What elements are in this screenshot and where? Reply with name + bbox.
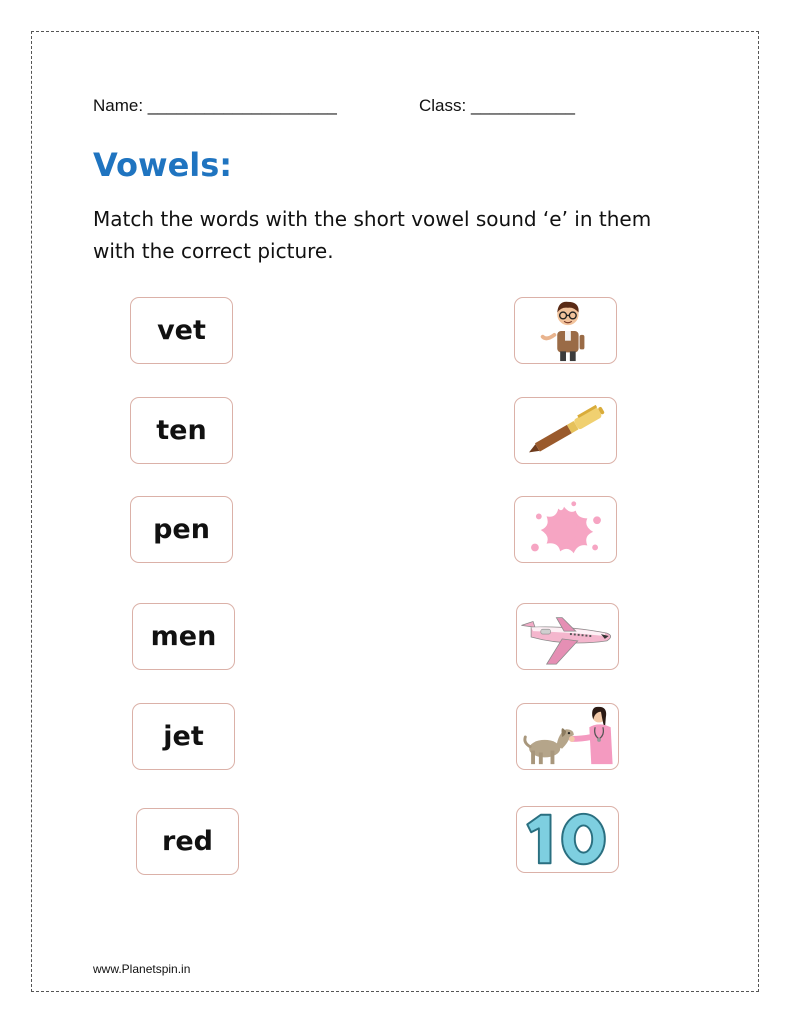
word-box-jet[interactable]: [132, 703, 235, 770]
word-box-men[interactable]: [132, 603, 235, 670]
vet-with-dog-picture: [517, 704, 618, 769]
man-picture-box[interactable]: [514, 297, 617, 364]
red-splash-picture: [515, 497, 616, 562]
instructions: Match the words with the short vowel sound ‘e’ in them with the correct picture.: [93, 207, 652, 263]
vet-with-dog-picture-box[interactable]: [516, 703, 619, 770]
word-box-ten[interactable]: [130, 397, 233, 464]
pen-picture: [515, 398, 616, 463]
jet-picture-box[interactable]: [516, 603, 619, 670]
pen-picture-box[interactable]: [514, 397, 617, 464]
number-ten-picture: [517, 807, 618, 872]
word-box-vet[interactable]: [130, 297, 233, 364]
word-label: pen: [153, 514, 210, 545]
man-picture: [515, 298, 616, 363]
page-title: Vowels:: [93, 146, 233, 184]
name-field-label: Name: ____________________: [93, 96, 337, 115]
word-label: jet: [163, 721, 204, 752]
footer-website: www.Planetspin.in: [93, 962, 191, 976]
red-splash-picture-box[interactable]: [514, 496, 617, 563]
word-label: red: [162, 826, 213, 857]
word-box-red[interactable]: [136, 808, 239, 875]
word-label: vet: [157, 315, 206, 346]
class-field-label: Class: ___________: [419, 96, 575, 115]
word-box-pen[interactable]: [130, 496, 233, 563]
number-ten-picture-box[interactable]: [516, 806, 619, 873]
jet-picture: [517, 604, 618, 669]
word-label: ten: [156, 415, 207, 446]
word-label: men: [150, 621, 217, 652]
